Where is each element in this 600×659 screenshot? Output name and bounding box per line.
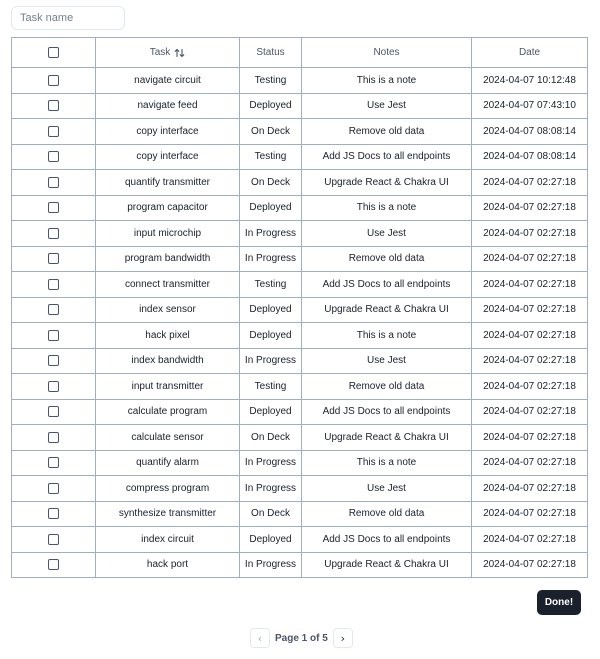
status-cell: Deployed <box>240 93 302 119</box>
notes-cell: Remove old data <box>302 246 472 272</box>
task-cell: hack pixel <box>96 323 240 349</box>
row-checkbox[interactable] <box>48 279 59 290</box>
status-cell: Testing <box>240 272 302 298</box>
date-cell: 2024-04-07 02:27:18 <box>472 170 588 196</box>
notes-cell: This is a note <box>302 195 472 221</box>
row-checkbox[interactable] <box>48 100 59 111</box>
row-select-cell <box>12 170 96 196</box>
row-select-cell <box>12 527 96 553</box>
row-checkbox[interactable] <box>48 177 59 188</box>
row-select-cell <box>12 221 96 247</box>
row-select-cell <box>12 119 96 145</box>
done-button[interactable]: Done! <box>537 590 581 615</box>
notes-cell: This is a note <box>302 323 472 349</box>
table-row <box>12 68 588 94</box>
status-cell: In Progress <box>240 450 302 476</box>
task-cell: compress program <box>96 476 240 502</box>
row-checkbox[interactable] <box>48 151 59 162</box>
table-row <box>12 119 588 145</box>
table-row <box>12 170 588 196</box>
status-cell: Deployed <box>240 297 302 323</box>
tasks-table <box>11 37 588 578</box>
notes-cell: Upgrade React & Chakra UI <box>302 552 472 578</box>
row-checkbox[interactable] <box>48 534 59 545</box>
date-cell: 2024-04-07 08:08:14 <box>472 119 588 145</box>
status-cell: In Progress <box>240 476 302 502</box>
table-row <box>12 476 588 502</box>
status-column-header: Status <box>240 38 302 68</box>
row-checkbox[interactable] <box>48 228 59 239</box>
table-row <box>12 399 588 425</box>
date-cell: 2024-04-07 02:27:18 <box>472 552 588 578</box>
status-cell: On Deck <box>240 119 302 145</box>
row-checkbox[interactable] <box>48 253 59 264</box>
chevron-right-icon[interactable]: › <box>333 628 353 648</box>
notes-cell: Upgrade React & Chakra UI <box>302 425 472 451</box>
date-cell: 2024-04-07 02:27:18 <box>472 323 588 349</box>
date-cell: 2024-04-07 02:27:18 <box>472 476 588 502</box>
row-checkbox[interactable] <box>48 202 59 213</box>
table-row <box>12 552 588 578</box>
task-cell: calculate sensor <box>96 425 240 451</box>
date-cell: 2024-04-07 02:27:18 <box>472 272 588 298</box>
row-select-cell <box>12 425 96 451</box>
notes-cell: Add JS Docs to all endpoints <box>302 144 472 170</box>
table-row <box>12 501 588 527</box>
row-checkbox[interactable] <box>48 457 59 468</box>
row-select-cell <box>12 552 96 578</box>
task-name-filter-input[interactable] <box>11 6 125 30</box>
notes-cell: Remove old data <box>302 119 472 145</box>
task-cell: navigate feed <box>96 93 240 119</box>
date-cell: 2024-04-07 02:27:18 <box>472 297 588 323</box>
status-cell: Deployed <box>240 527 302 553</box>
row-checkbox[interactable] <box>48 330 59 341</box>
task-cell: input transmitter <box>96 374 240 400</box>
row-checkbox[interactable] <box>48 75 59 86</box>
notes-cell: Remove old data <box>302 374 472 400</box>
status-cell: On Deck <box>240 425 302 451</box>
row-checkbox[interactable] <box>48 406 59 417</box>
status-cell: In Progress <box>240 221 302 247</box>
row-checkbox[interactable] <box>48 559 59 570</box>
notes-cell: Add JS Docs to all endpoints <box>302 527 472 553</box>
status-cell: In Progress <box>240 348 302 374</box>
row-select-cell <box>12 297 96 323</box>
table-row <box>12 527 588 553</box>
row-checkbox[interactable] <box>48 381 59 392</box>
date-cell: 2024-04-07 02:27:18 <box>472 399 588 425</box>
row-checkbox[interactable] <box>48 126 59 137</box>
task-cell: input microchip <box>96 221 240 247</box>
table-row <box>12 323 588 349</box>
date-cell: 2024-04-07 02:27:18 <box>472 348 588 374</box>
row-select-cell <box>12 348 96 374</box>
task-column-header[interactable] <box>96 38 240 68</box>
row-checkbox[interactable] <box>48 508 59 519</box>
date-cell: 2024-04-07 02:27:18 <box>472 450 588 476</box>
notes-cell: This is a note <box>302 68 472 94</box>
task-cell: program capacitor <box>96 195 240 221</box>
date-cell: 2024-04-07 02:27:18 <box>472 246 588 272</box>
sort-arrows-icon[interactable] <box>174 48 185 58</box>
date-column-header: Date <box>472 38 588 68</box>
row-checkbox[interactable] <box>48 355 59 366</box>
row-select-cell <box>12 144 96 170</box>
task-cell: quantify transmitter <box>96 170 240 196</box>
status-cell: Deployed <box>240 195 302 221</box>
date-cell: 2024-04-07 02:27:18 <box>472 425 588 451</box>
table-row <box>12 374 588 400</box>
row-select-cell <box>12 195 96 221</box>
notes-cell: Use Jest <box>302 93 472 119</box>
row-select-cell <box>12 374 96 400</box>
status-cell: Testing <box>240 68 302 94</box>
date-cell: 2024-04-07 02:27:18 <box>472 501 588 527</box>
table-header-row <box>12 38 588 68</box>
select-column-header <box>12 38 96 68</box>
row-select-cell <box>12 399 96 425</box>
row-select-cell <box>12 93 96 119</box>
status-cell: In Progress <box>240 246 302 272</box>
page-indicator: Page 1 of 5 <box>275 632 328 644</box>
row-select-cell <box>12 272 96 298</box>
row-select-cell <box>12 68 96 94</box>
table-row <box>12 450 588 476</box>
notes-cell: Use Jest <box>302 348 472 374</box>
date-cell: 2024-04-07 08:08:14 <box>472 144 588 170</box>
notes-cell: Use Jest <box>302 221 472 247</box>
task-cell: connect transmitter <box>96 272 240 298</box>
task-cell: calculate program <box>96 399 240 425</box>
task-cell: synthesize transmitter <box>96 501 240 527</box>
notes-cell: Remove old data <box>302 501 472 527</box>
status-cell: Testing <box>240 144 302 170</box>
task-cell: index circuit <box>96 527 240 553</box>
table-row <box>12 246 588 272</box>
status-cell: Deployed <box>240 323 302 349</box>
task-cell: navigate circuit <box>96 68 240 94</box>
status-cell: Testing <box>240 374 302 400</box>
row-select-cell <box>12 501 96 527</box>
row-select-cell <box>12 450 96 476</box>
notes-cell: This is a note <box>302 450 472 476</box>
table-row <box>12 425 588 451</box>
chevron-left-icon[interactable]: ‹ <box>250 628 270 648</box>
table-row <box>12 297 588 323</box>
task-cell: program bandwidth <box>96 246 240 272</box>
table-row <box>12 93 588 119</box>
select-all-checkbox[interactable] <box>48 47 59 58</box>
status-cell: Deployed <box>240 399 302 425</box>
task-cell: index sensor <box>96 297 240 323</box>
date-cell: 2024-04-07 02:27:18 <box>472 195 588 221</box>
row-select-cell <box>12 323 96 349</box>
date-cell: 2024-04-07 02:27:18 <box>472 527 588 553</box>
task-cell: copy interface <box>96 119 240 145</box>
row-select-cell <box>12 476 96 502</box>
task-cell: copy interface <box>96 144 240 170</box>
notes-cell: Upgrade React & Chakra UI <box>302 297 472 323</box>
notes-cell: Add JS Docs to all endpoints <box>302 272 472 298</box>
status-cell: On Deck <box>240 501 302 527</box>
notes-cell: Use Jest <box>302 476 472 502</box>
table-row <box>12 221 588 247</box>
date-cell: 2024-04-07 02:27:18 <box>472 221 588 247</box>
date-cell: 2024-04-07 10:12:48 <box>472 68 588 94</box>
table-row <box>12 348 588 374</box>
row-checkbox[interactable] <box>48 483 59 494</box>
table-row <box>12 272 588 298</box>
status-cell: On Deck <box>240 170 302 196</box>
task-cell: quantify alarm <box>96 450 240 476</box>
table-row <box>12 144 588 170</box>
row-checkbox[interactable] <box>48 304 59 315</box>
row-select-cell <box>12 246 96 272</box>
date-cell: 2024-04-07 07:43:10 <box>472 93 588 119</box>
row-checkbox[interactable] <box>48 432 59 443</box>
table-row <box>12 195 588 221</box>
notes-cell: Upgrade React & Chakra UI <box>302 170 472 196</box>
status-cell: In Progress <box>240 552 302 578</box>
task-column-label: Task <box>149 47 171 58</box>
notes-column-header: Notes <box>302 38 472 68</box>
pagination <box>250 627 353 649</box>
task-cell: index bandwidth <box>96 348 240 374</box>
notes-cell: Add JS Docs to all endpoints <box>302 399 472 425</box>
date-cell: 2024-04-07 02:27:18 <box>472 374 588 400</box>
task-cell: hack port <box>96 552 240 578</box>
